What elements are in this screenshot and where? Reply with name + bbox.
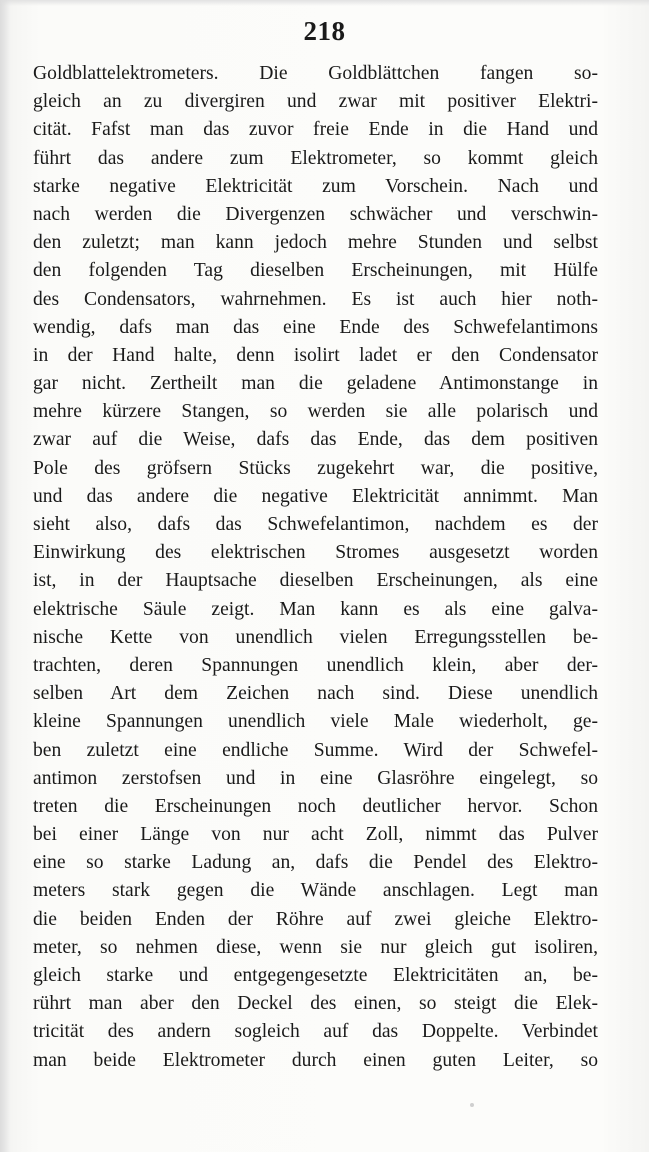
text-line: bei einer Länge von nur acht Zoll, nimmt das Pulver	[33, 824, 598, 846]
text-line: Goldblattelektrometers. Die Goldblättchen fangen so-	[33, 63, 598, 84]
text-line: sieht also, dafs das Schwefelantimon, nachdem es der	[33, 514, 598, 535]
text-line: cität. Fafst man das zuvor freie Ende in die Hand und	[33, 119, 598, 141]
page-shadow-top	[0, 0, 649, 6]
text-line: den folgenden Tag dieselben Erscheinungen, mit Hülfe	[33, 260, 598, 282]
text-line: wendig, dafs man das eine Ende des Schwefelantimons	[33, 316, 598, 338]
text-line: trachten, deren Spannungen unendlich klein, aber der-	[33, 654, 598, 676]
text-line: mehre kürzere Stangen, so werden sie alle polarisch und	[33, 401, 598, 423]
page-shadow-left	[0, 0, 10, 1152]
text-line: kleine Spannungen unendlich viele Male wiederholt, ge-	[33, 711, 598, 733]
text-line: gleich starke und entgegengesetzte Elektricitäten an, be-	[33, 965, 598, 986]
page-number: 218	[303, 16, 346, 46]
text-line: rührt man aber den Deckel des einen, so steigt die Elek-	[33, 993, 598, 1015]
text-line: antimon zerstofsen und in eine Glasröhre eingelegt, so	[33, 767, 598, 789]
text-line: man beide Elektrometer durch einen guten Leiter, so	[33, 1049, 598, 1071]
text-line: und das andere die negative Elektricität annimmt. Man	[33, 485, 598, 507]
text-line: führt das andere zum Elektrometer, so kommt gleich	[33, 147, 598, 169]
text-line: starke negative Elektricität zum Vorschein. Nach und	[33, 175, 598, 197]
text-line: ben zuletzt eine endliche Summe. Wird der Schwefel-	[33, 739, 598, 761]
body-text	[33, 60, 598, 1075]
text-line: in der Hand halte, denn isolirt ladet er den Condensator	[33, 344, 598, 366]
text-line: gleich an zu divergiren und zwar mit positiver Elektri-	[33, 91, 598, 113]
text-line: tricität des andern sogleich auf das Doppelte. Verbindet	[33, 1021, 598, 1043]
text-line: nische Kette von unendlich vielen Erregungsstellen be-	[33, 626, 598, 648]
text-line: gar nicht. Zertheilt man die geladene Antimonstange in	[33, 373, 598, 395]
text-line: Einwirkung des elektrischen Stromes ausgesetzt worden	[33, 542, 598, 564]
text-line: treten die Erscheinungen noch deutlicher hervor. Schon	[33, 795, 598, 817]
text-line: selben Art dem Zeichen nach sind. Diese unendlich	[33, 683, 598, 705]
text-line: meter, so nehmen diese, wenn sie nur gleich gut isoliren,	[33, 936, 598, 958]
text-line: Pole des gröfsern Stücks zugekehrt war, die positive,	[33, 457, 598, 479]
text-line: den zuletzt; man kann jedoch mehre Stunden und selbst	[33, 232, 598, 254]
text-line: zwar auf die Weise, dafs das Ende, das dem positiven	[33, 429, 598, 451]
text-line: elektrische Säule zeigt. Man kann es als eine galva-	[33, 598, 598, 620]
text-line: eine so starke Ladung an, dafs die Pendel des Elektro-	[33, 852, 598, 874]
text-line: nach werden die Divergenzen schwächer und verschwin-	[33, 203, 598, 225]
text-line: die beiden Enden der Röhre auf zwei gleiche Elektro-	[33, 908, 598, 930]
text-line: ist, in der Hauptsache dieselben Erscheinungen, als eine	[33, 570, 598, 592]
text-line: des Condensators, wahrnehmen. Es ist auch hier noth-	[33, 288, 598, 310]
text-line: meters stark gegen die Wände anschlagen. Legt man	[33, 880, 598, 902]
paper-speck	[470, 1103, 474, 1107]
